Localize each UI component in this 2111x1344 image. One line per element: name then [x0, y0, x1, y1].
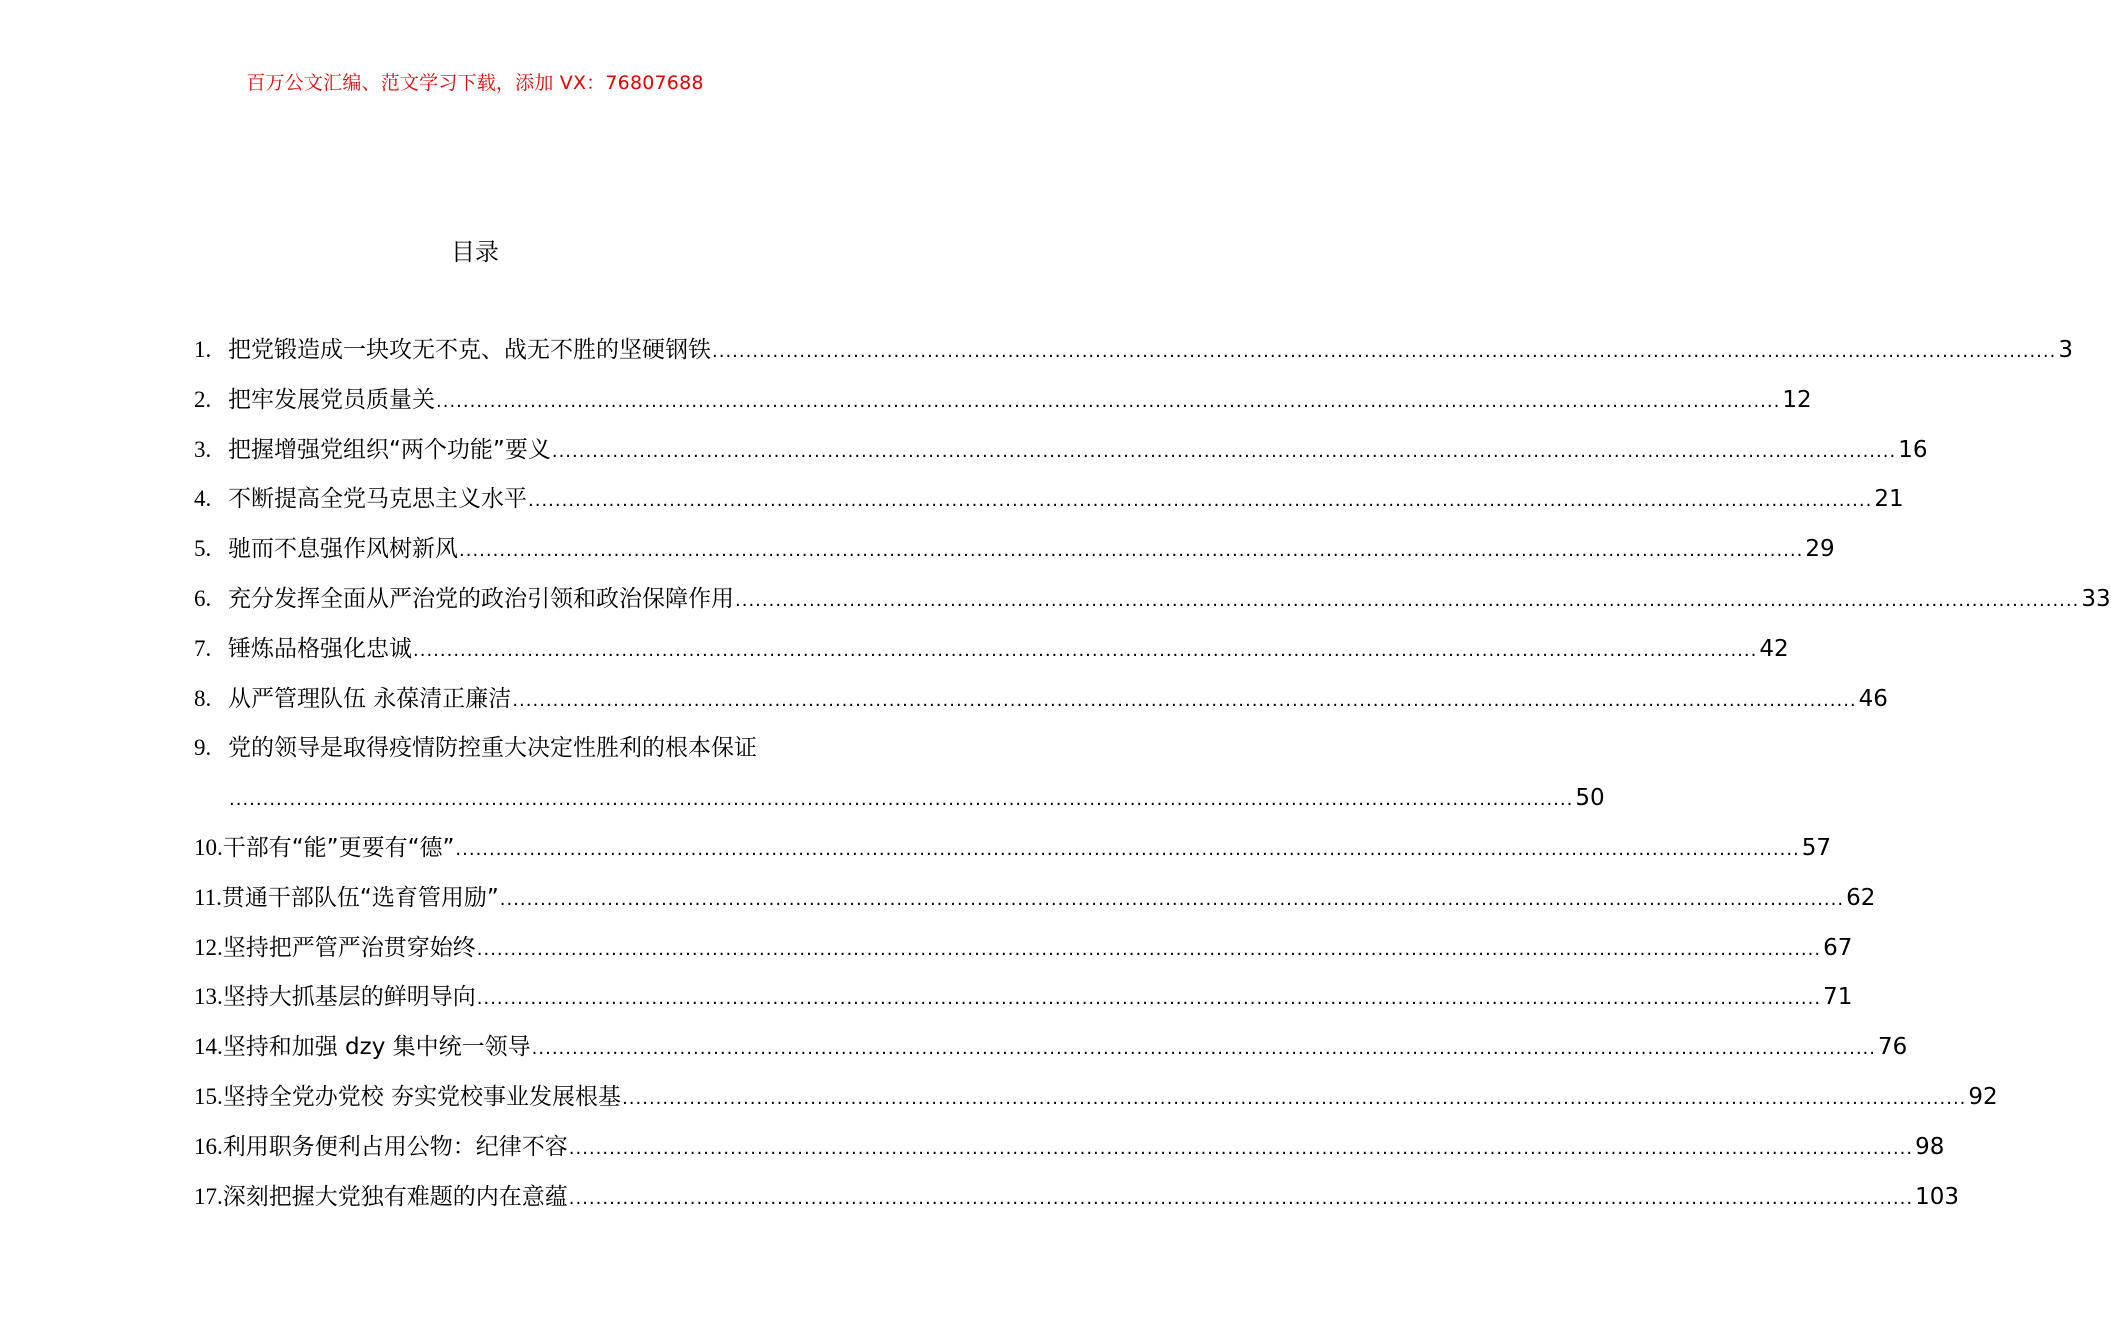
toc-leader-dots: [528, 481, 1872, 521]
toc-leader-dots: [712, 332, 2056, 372]
toc-entry-page: 62: [1846, 884, 1876, 911]
toc-entry-2[interactable]: [194, 380, 1812, 430]
toc-entry-page: 57: [1801, 834, 1832, 861]
toc-leader-dots: [552, 432, 1896, 472]
toc-entry-4[interactable]: [194, 479, 1904, 529]
toc-entry-page: 98: [1915, 1133, 1945, 1160]
toc-leader-dots: [735, 581, 2079, 621]
toc-entry-title: 把握增强党组织“两个功能”要义: [228, 436, 551, 463]
toc-entry-title: 干部有“能”更要有“德”: [222, 834, 455, 861]
toc-entry-14[interactable]: [194, 1027, 1908, 1077]
toc-entry-11[interactable]: [194, 878, 1876, 928]
toc-entry-16[interactable]: [194, 1127, 1945, 1177]
toc-entry-title: 驰而不息强作风树新风: [228, 536, 458, 563]
toc-entry-page: 16: [1898, 436, 1928, 463]
toc-entry-page: 71: [1823, 984, 1853, 1011]
toc-leader-dots: [413, 631, 1757, 671]
toc-entry-9[interactable]: [194, 728, 806, 778]
toc-leader-dots: [569, 1179, 1913, 1219]
toc-entry-page: 50: [1575, 785, 1605, 812]
toc-entry-1[interactable]: [194, 330, 2073, 380]
toc-leader-dots: [436, 382, 1780, 422]
toc-entry-title: 坚持把严管严治贯穿始终: [222, 934, 476, 961]
toc-entry-page: 103: [1915, 1183, 1959, 1210]
toc-entry-title: 把牢发展党员质量关: [228, 386, 435, 413]
toc-leader-dots: [459, 531, 1803, 571]
toc-entry-page: 33: [2081, 585, 2111, 612]
toc-entry-number: 1.: [194, 337, 212, 362]
toc-entry-number: 12.: [194, 934, 223, 960]
toc-entry-number: 14.: [194, 1034, 223, 1060]
toc-entry-9-continuation[interactable]: [194, 778, 1605, 828]
toc-leader-dots: [622, 1079, 1966, 1119]
toc-entry-8[interactable]: [194, 679, 1888, 729]
toc-entry-number: 8.: [194, 685, 212, 711]
toc-entry-title: 坚持大抓基层的鲜明导向: [222, 984, 476, 1011]
toc-entry-page: 42: [1759, 635, 1789, 662]
toc-entry-number: 7.: [194, 635, 212, 661]
toc-leader-dots: [477, 930, 1821, 970]
toc-entry-number: 6.: [194, 585, 212, 611]
toc-entry-number: 5.: [194, 536, 212, 562]
toc-entry-title: 不断提高全党马克思主义水平: [228, 486, 527, 513]
toc-entry-page: 67: [1823, 934, 1853, 961]
toc-entry-15[interactable]: [194, 1077, 1998, 1127]
toc-entry-7[interactable]: [194, 629, 1789, 679]
toc-entry-title: 坚持和加强 dzy 集中统一领导: [222, 1034, 531, 1061]
toc-leader-dots: [569, 1129, 1913, 1169]
toc-entry-number: 2.: [194, 386, 212, 412]
toc-entry-page: 92: [1968, 1083, 1998, 1110]
toc-entry-5[interactable]: [194, 529, 1835, 579]
toc-entry-number: 10.: [194, 834, 223, 860]
toc-entry-title: 把党锻造成一块攻无不克、战无不胜的坚硬钢铁: [228, 337, 711, 363]
toc-leader-dots: [477, 979, 1821, 1019]
toc-entry-number: 17.: [194, 1183, 223, 1209]
header-watermark: 百万公文汇编、范文学习下载，添加 VX：76807688: [246, 72, 704, 94]
toc-entry-number: 16.: [194, 1133, 223, 1159]
toc-entry-page: 46: [1858, 685, 1888, 712]
toc-entry-title: 党的领导是取得疫情防控重大决定性胜利的根本保证: [228, 735, 757, 762]
toc-entry-number: 3.: [194, 436, 212, 462]
toc-entry-number: 4.: [194, 486, 212, 512]
toc-entry-title: 贯通干部队伍“选育管用励”: [221, 884, 499, 911]
toc-entry-number: 9.: [194, 735, 212, 761]
toc-entry-page: 76: [1878, 1034, 1908, 1061]
toc-leader-dots: [532, 1029, 1876, 1069]
toc-entry-12[interactable]: [194, 928, 1853, 978]
toc-entry-page: 12: [1782, 386, 1812, 413]
toc-entry-3[interactable]: [194, 430, 1928, 480]
toc-entry-6[interactable]: [194, 579, 2111, 629]
toc-entry-page: 21: [1874, 486, 1904, 513]
toc-entry-number: 11.: [194, 884, 222, 910]
toc-entry-title: 坚持全党办党校 夯实党校事业发展根基: [222, 1083, 622, 1110]
toc-entry-13[interactable]: [194, 977, 1853, 1027]
toc-entry-title: 从严管理队伍 永葆清正廉洁: [228, 685, 512, 712]
toc-entry-page: 29: [1805, 536, 1835, 563]
page-title: 目录: [451, 238, 499, 266]
toc-entry-number: 13.: [194, 984, 223, 1010]
toc-leader-dots: [455, 830, 1799, 870]
toc-entry-title: 充分发挥全面从严治党的政治引领和政治保障作用: [228, 585, 734, 612]
toc-leader-dots: [229, 780, 1573, 820]
table-of-contents: [194, 330, 2111, 1226]
toc-entry-10[interactable]: [194, 828, 1832, 878]
toc-entry-title: 深刻把握大党独有难题的内在意蕴: [222, 1183, 568, 1210]
toc-leader-dots: [500, 880, 1844, 920]
toc-entry-title: 利用职务便利占用公物：纪律不容: [222, 1133, 568, 1160]
toc-entry-title: 锤炼品格强化忠诚: [228, 635, 412, 662]
toc-entry-17[interactable]: [194, 1177, 1959, 1227]
toc-entry-number: 15.: [194, 1083, 223, 1109]
toc-entry-page: 3: [2058, 337, 2073, 363]
toc-leader-dots: [512, 681, 1856, 721]
